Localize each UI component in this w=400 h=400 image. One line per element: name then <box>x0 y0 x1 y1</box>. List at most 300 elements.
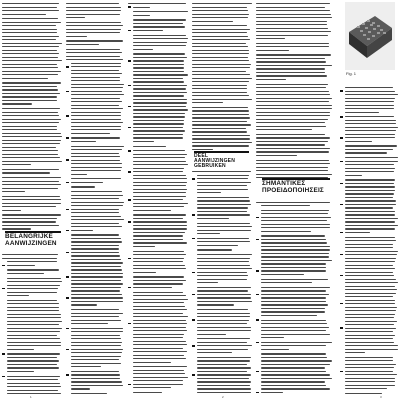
text-line <box>197 364 247 365</box>
text-line <box>345 87 393 88</box>
text-line <box>71 91 122 92</box>
text-line <box>133 373 185 374</box>
text-line <box>345 381 395 382</box>
text-line <box>133 344 187 345</box>
text-line <box>345 193 394 194</box>
list-number <box>256 342 259 344</box>
text-line <box>71 174 87 175</box>
text-line <box>133 57 187 58</box>
text-line <box>197 178 248 179</box>
text-line <box>261 256 329 257</box>
text-line <box>71 186 95 187</box>
text-line <box>133 134 183 135</box>
text-column-2 <box>66 2 124 396</box>
text-line <box>71 245 119 246</box>
text-line <box>345 393 382 394</box>
text-line <box>2 108 60 109</box>
text-line <box>192 10 248 11</box>
text-line <box>345 211 395 212</box>
list-number <box>340 327 343 329</box>
text-line <box>71 115 121 116</box>
text-line <box>345 240 396 241</box>
text-line <box>133 26 185 27</box>
text-line <box>133 99 187 100</box>
text-line <box>71 198 119 199</box>
dutch-heading-text: BELANGRIJKE AANWIJZINGEN <box>5 233 57 247</box>
text-line <box>71 335 120 336</box>
text-line <box>133 30 163 31</box>
text-line <box>192 107 248 108</box>
text-line <box>2 172 50 173</box>
text-line <box>345 360 393 361</box>
text-line <box>71 276 123 277</box>
text-line <box>197 385 250 386</box>
list-number <box>66 209 69 211</box>
text-line <box>261 210 329 211</box>
text-line <box>345 175 362 176</box>
list-number <box>66 159 69 161</box>
text-line <box>2 188 58 189</box>
text-line <box>192 60 249 61</box>
text-line <box>71 234 119 235</box>
text-line <box>192 114 249 115</box>
text-line <box>345 123 396 124</box>
text-line <box>71 388 90 389</box>
text-line <box>2 258 57 259</box>
text-line <box>197 338 250 339</box>
text-line <box>192 95 249 96</box>
text-line <box>261 323 327 324</box>
text-line <box>133 120 184 121</box>
text-line <box>66 14 120 15</box>
text-line <box>71 108 123 109</box>
text-line <box>256 7 325 8</box>
text-line <box>197 378 249 379</box>
text-line <box>2 133 61 134</box>
dutch-subheading-text: DEEL AANWIJZINGEN GEBRUIKEN <box>194 152 236 170</box>
text-line <box>71 191 122 192</box>
text-line <box>345 152 387 153</box>
text-line <box>133 113 185 114</box>
text-line <box>71 119 121 120</box>
text-line <box>2 126 57 127</box>
list-number <box>340 116 343 118</box>
text-line <box>345 137 395 138</box>
text-line <box>192 57 248 58</box>
text-line <box>256 134 325 135</box>
text-line <box>345 200 396 201</box>
text-line <box>2 214 61 215</box>
text-line <box>71 105 119 106</box>
text-line <box>192 149 213 150</box>
text-line <box>197 265 250 266</box>
text-line <box>256 148 330 149</box>
text-line <box>71 73 122 74</box>
text-line <box>7 285 60 286</box>
text-line <box>345 108 394 109</box>
text-line <box>256 87 326 88</box>
text-line <box>2 150 58 151</box>
list-number <box>66 91 69 93</box>
text-line <box>256 84 328 85</box>
list-number <box>256 239 259 241</box>
text-line <box>71 313 123 314</box>
text-line <box>71 248 119 249</box>
text-line <box>256 50 289 51</box>
text-line <box>345 179 395 180</box>
text-line <box>192 39 250 40</box>
text-line <box>197 349 248 350</box>
text-line <box>345 385 395 386</box>
text-line <box>71 331 123 332</box>
list-number <box>66 252 69 254</box>
text-line <box>261 294 329 295</box>
text-line <box>71 328 123 329</box>
text-line <box>197 233 220 234</box>
text-line <box>7 328 62 329</box>
text-line <box>133 380 183 381</box>
text-line <box>2 14 46 15</box>
text-line <box>2 60 62 61</box>
text-line <box>192 17 248 18</box>
text-line <box>261 242 327 243</box>
text-line <box>256 94 330 95</box>
text-line <box>71 304 97 305</box>
text-line <box>2 50 57 51</box>
text-line <box>2 225 59 226</box>
text-line <box>2 228 31 229</box>
text-line <box>2 22 61 23</box>
text-line <box>133 171 183 172</box>
list-number <box>192 345 195 347</box>
text-line <box>133 225 187 226</box>
list-number <box>340 232 343 234</box>
text-line <box>345 251 398 252</box>
text-line <box>2 74 58 75</box>
text-line <box>7 338 60 339</box>
text-line <box>66 40 123 41</box>
text-line <box>256 202 330 203</box>
text-line <box>133 35 186 36</box>
text-line <box>192 102 223 103</box>
text-line <box>71 205 123 206</box>
text-line <box>345 112 379 113</box>
text-line <box>71 266 121 267</box>
text-line <box>2 191 25 192</box>
text-line <box>71 112 121 113</box>
text-line <box>2 43 62 44</box>
text-line <box>192 128 246 129</box>
text-line <box>71 283 123 284</box>
text-line <box>133 64 184 65</box>
text-line <box>2 210 21 211</box>
text-line <box>71 290 120 291</box>
text-line <box>197 207 248 208</box>
text-line <box>192 145 249 146</box>
text-line <box>2 89 58 90</box>
text-line <box>192 14 249 15</box>
text-line <box>345 145 397 146</box>
text-line <box>256 170 328 171</box>
list-number <box>128 30 131 32</box>
text-line <box>2 196 60 197</box>
text-line <box>71 349 123 350</box>
text-line <box>7 353 60 354</box>
text-line <box>133 189 187 190</box>
list-number <box>256 319 259 321</box>
text-line <box>133 221 187 222</box>
text-line <box>256 10 330 11</box>
text-line <box>197 238 249 239</box>
text-line <box>71 262 123 263</box>
text-line <box>133 392 162 393</box>
text-line <box>2 181 59 182</box>
text-line <box>192 121 247 122</box>
product-photo <box>345 2 395 70</box>
text-line <box>7 367 59 368</box>
greek-heading-text: ΣΗΜΑΝΤΙΚΕΣ ΠΡΟΕΙΔΟΠΟΙΗΣΕΙΣ <box>262 180 324 194</box>
text-line <box>7 303 59 304</box>
text-line <box>261 297 326 298</box>
list-number <box>128 199 131 201</box>
text-line <box>133 366 187 367</box>
text-line <box>261 388 330 389</box>
text-line <box>133 15 150 16</box>
text-line <box>345 130 396 131</box>
text-line <box>345 157 398 158</box>
text-line <box>197 367 251 368</box>
text-line <box>133 168 184 169</box>
list-number <box>128 60 131 62</box>
text-line <box>2 254 58 255</box>
text-line <box>71 294 122 295</box>
text-line <box>345 279 396 280</box>
list-number <box>256 217 259 219</box>
text-line <box>256 141 328 142</box>
text-line <box>345 254 397 255</box>
text-line <box>345 388 387 389</box>
text-line <box>133 175 186 176</box>
text-line <box>71 356 121 357</box>
text-line <box>133 362 171 363</box>
list-number <box>192 294 195 296</box>
text-line <box>133 232 185 233</box>
list-number <box>66 115 69 117</box>
text-line <box>192 29 250 30</box>
text-line <box>197 371 247 372</box>
text-line <box>256 105 332 106</box>
text-line <box>345 303 395 304</box>
text-line <box>133 258 184 259</box>
text-line <box>133 45 186 46</box>
text-line <box>66 3 119 4</box>
text-line <box>71 163 122 164</box>
text-line <box>345 371 393 372</box>
text-line <box>261 239 326 240</box>
text-line <box>197 226 252 227</box>
text-line <box>7 345 61 346</box>
text-line <box>197 189 248 190</box>
text-line <box>261 253 329 254</box>
text-line <box>261 282 312 283</box>
text-line <box>192 124 251 125</box>
text-line <box>2 18 58 19</box>
text-line <box>133 74 188 75</box>
text-line <box>345 378 395 379</box>
text-line <box>7 317 61 318</box>
text-line <box>192 117 250 118</box>
list-number <box>340 183 343 185</box>
text-line <box>192 138 250 139</box>
text-line <box>133 358 186 359</box>
text-line <box>2 3 59 4</box>
text-line <box>197 313 250 314</box>
text-line <box>71 94 124 95</box>
text-line <box>261 378 332 379</box>
list-number <box>66 297 69 299</box>
list-number <box>66 182 69 184</box>
text-line <box>71 230 93 231</box>
text-line <box>261 371 326 372</box>
text-line <box>261 287 330 288</box>
text-line <box>133 60 184 61</box>
text-line <box>7 300 57 301</box>
text-line <box>345 98 395 99</box>
text-line <box>66 22 121 23</box>
text-line <box>71 323 108 324</box>
text-line <box>345 91 395 92</box>
text-line <box>133 210 171 211</box>
text-line <box>261 274 304 275</box>
text-line <box>261 385 326 386</box>
text-line <box>133 251 184 252</box>
text-line <box>71 167 122 168</box>
text-column-5 <box>256 2 332 396</box>
text-line <box>261 235 325 236</box>
text-line <box>261 231 311 232</box>
list-number <box>2 353 5 355</box>
text-line <box>133 327 186 328</box>
text-line <box>345 101 394 102</box>
text-line <box>66 10 121 11</box>
text-line <box>345 300 395 301</box>
text-line <box>133 387 171 388</box>
text-line <box>7 324 59 325</box>
list-number <box>256 294 259 296</box>
text-line <box>133 239 183 240</box>
text-line <box>71 156 120 157</box>
text-line <box>7 307 59 308</box>
text-line <box>133 67 184 68</box>
text-line <box>345 116 394 117</box>
text-line <box>71 66 121 67</box>
text-line <box>197 211 247 212</box>
list-number <box>128 287 131 289</box>
text-line <box>256 160 329 161</box>
text-line <box>345 296 393 297</box>
text-line <box>2 136 62 137</box>
text-line <box>261 364 330 365</box>
text-line <box>66 36 87 37</box>
text-line <box>345 232 370 233</box>
text-line <box>2 143 60 144</box>
text-line <box>71 80 120 81</box>
text-line <box>192 53 249 54</box>
text-line <box>133 214 186 215</box>
text-line <box>256 119 328 120</box>
text-line <box>71 309 119 310</box>
text-line <box>133 302 184 303</box>
text-line <box>345 293 396 294</box>
text-line <box>133 337 183 338</box>
text-line <box>133 81 184 82</box>
text-line <box>197 182 251 183</box>
text-line <box>345 237 395 238</box>
text-line <box>133 127 183 128</box>
text-line <box>7 292 57 293</box>
text-line <box>133 137 183 138</box>
text-line <box>261 353 326 354</box>
text-line <box>256 65 332 66</box>
text-line <box>2 39 56 40</box>
text-line <box>71 101 122 102</box>
text-line <box>197 316 250 317</box>
figure-label: Fig. 1 <box>346 71 357 76</box>
text-line <box>7 295 29 296</box>
text-line <box>7 376 60 377</box>
text-line <box>71 216 121 217</box>
text-line <box>261 357 327 358</box>
text-line <box>256 126 326 127</box>
text-line <box>2 115 59 116</box>
text-line <box>133 280 186 281</box>
text-line <box>256 75 327 76</box>
text-line <box>197 381 251 382</box>
text-line <box>197 320 249 321</box>
text-line <box>2 147 56 148</box>
text-line <box>345 328 396 329</box>
text-line <box>345 338 393 339</box>
text-line <box>345 357 393 358</box>
text-line <box>256 68 325 69</box>
text-line <box>133 116 185 117</box>
text-line <box>133 157 185 158</box>
text-line <box>133 23 183 24</box>
text-line <box>71 342 122 343</box>
text-line <box>2 96 57 97</box>
text-line <box>133 306 185 307</box>
text-line <box>133 272 156 273</box>
text-line <box>345 127 398 128</box>
text-line <box>261 330 326 331</box>
text-line <box>345 183 394 184</box>
text-line <box>261 260 332 261</box>
text-line <box>2 32 57 33</box>
text-line <box>133 192 186 193</box>
text-line <box>192 46 248 47</box>
text-line <box>256 21 327 22</box>
text-line <box>197 360 250 361</box>
text-line <box>2 129 57 130</box>
text-line <box>7 371 34 372</box>
text-line <box>345 247 393 248</box>
list-number <box>340 204 343 206</box>
text-line <box>197 290 248 291</box>
text-line <box>345 171 394 172</box>
text-line <box>345 289 397 290</box>
text-line <box>345 314 395 315</box>
text-line <box>256 72 325 73</box>
